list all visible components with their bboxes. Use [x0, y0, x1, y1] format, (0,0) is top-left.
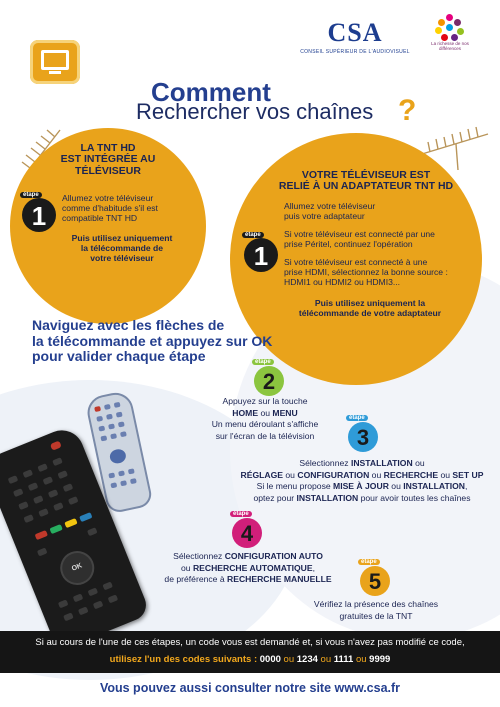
text-line: Si votre téléviseur est connecté par une	[284, 229, 435, 239]
text-line: Allumez votre téléviseur	[62, 193, 154, 203]
right-circle-instruction	[280, 298, 460, 318]
step-number: 2	[262, 369, 276, 394]
step-5-text	[296, 599, 456, 622]
or-word: ou	[283, 654, 295, 665]
step-number: 3	[356, 425, 370, 450]
text-line: puis votre adaptateur	[284, 211, 365, 222]
or-word: ou	[320, 654, 332, 665]
right-circle-heading	[266, 170, 466, 193]
right-circle-text-a	[284, 201, 478, 221]
page-title-line1: Comment	[151, 77, 271, 107]
text-line: Si le menu propose MISE À JOUR ou INSTALLATION,	[256, 481, 468, 492]
step-4-text	[163, 551, 333, 586]
step-5-badge	[360, 559, 390, 596]
tv-icon	[30, 40, 80, 84]
step-number: 5	[368, 569, 382, 594]
heading-line: EST INTÉGRÉE AU	[60, 153, 156, 166]
text-line: ou RECHERCHE AUTOMATIQUE,	[180, 562, 316, 573]
text-line: HOME ou MENU	[232, 407, 298, 418]
heading-line: TÉLÉVISEUR	[75, 164, 141, 177]
text-line: Si votre téléviseur est connecté à une	[284, 257, 428, 267]
heading-line: RELIÉ À UN ADAPTATEUR TNT HD	[278, 180, 454, 193]
text-line: gratuites de la TNT	[339, 610, 413, 621]
codes-lead: utilisez l'un des codes suivants :	[109, 654, 258, 665]
right-circle-text-b	[284, 229, 478, 249]
text-line: Puis utilisez uniquement	[71, 233, 173, 243]
text-line: comme d'habitude s'il est	[62, 203, 158, 214]
step-number: 1	[31, 201, 47, 231]
or-word: ou	[355, 654, 367, 665]
right-circle-text-c	[284, 257, 480, 287]
csa-logo	[300, 18, 410, 58]
left-circle-text	[62, 193, 182, 223]
codes-notice: Si au cours de l'une de ces étapes, un code vous est demandé et, si vous n'avez pas modifié ce code,	[35, 637, 465, 648]
step-3-text	[236, 458, 488, 504]
text-line: HDMI1 ou HDMI2 ou HDMI3...	[284, 277, 401, 288]
page-title-line2: Rechercher vos chaînes	[136, 99, 374, 124]
text-line: votre téléviseur	[90, 253, 154, 264]
diversity-dots-icon	[435, 14, 465, 42]
text-line: Naviguez avec les flèches de	[32, 317, 225, 333]
text-line: prise HDMI, sélectionnez la bonne source :	[284, 267, 448, 278]
text-line: prise Péritel, continuez l'opération	[284, 239, 413, 250]
csa-logo-text: CSA	[327, 18, 383, 47]
text-line: Puis utilisez uniquement la	[314, 298, 426, 308]
text-line: compatible TNT HD	[62, 213, 138, 224]
text-line: Vérifiez la présence des chaînes	[313, 599, 439, 609]
text-line: pour valider chaque étape	[32, 348, 206, 365]
step-number: 1	[253, 241, 269, 271]
text-line: optez pour INSTALLATION pour avoir toutes les chaînes	[253, 492, 471, 503]
text-line: de préférence à RECHERCHE MANUELLE	[164, 574, 332, 585]
ok-button-icon: OK	[55, 546, 99, 590]
heading-line: VOTRE TÉLÉVISEUR EST	[301, 169, 431, 181]
website-link[interactable]: Vous pouvez aussi consulter notre site www.csa.fr	[99, 681, 401, 695]
code-value: 1234	[296, 654, 318, 665]
text-line: Un menu déroulant s'affiche	[211, 419, 319, 430]
step-tag: étape	[358, 559, 380, 565]
diversity-logo	[420, 14, 480, 58]
page-title-question-mark: ?	[398, 94, 417, 127]
csa-subtitle: CONSEIL SUPÉRIEUR DE L'AUDIOVISUEL	[300, 49, 410, 55]
step-tag: étape	[252, 359, 274, 365]
diversity-caption: La richesse de nos différences	[431, 41, 469, 51]
step-3-badge	[348, 415, 378, 452]
step-2-text	[190, 396, 340, 442]
text-line: Appuyez sur la touche	[222, 396, 308, 406]
text-line: Allumez votre téléviseur	[284, 201, 376, 211]
code-value: 0000	[259, 654, 281, 665]
code-value: 9999	[369, 654, 391, 665]
text-line: RÉGLAGE ou CONFIGURATION ou RECHERCHE ou SET UP	[240, 469, 484, 480]
step-1-badge-left	[22, 192, 56, 232]
left-circle-heading	[45, 143, 171, 177]
text-line: télécommande de votre adaptateur	[298, 308, 442, 319]
text-line: la télécommande et appuyez sur OK	[32, 332, 273, 349]
code-value: 1111	[333, 654, 354, 665]
codes-list	[0, 654, 500, 665]
text-line: Sélectionnez CONFIGURATION AUTO	[173, 551, 323, 561]
heading-line: LA TNT HD	[80, 142, 136, 154]
step-2-badge	[254, 359, 284, 396]
text-line: Sélectionnez INSTALLATION ou	[299, 458, 425, 468]
step-number: 4	[240, 521, 254, 546]
text-line: la télécommande de	[80, 243, 164, 254]
text-line: sur l'écran de la télévision	[215, 430, 315, 441]
left-circle-instruction	[52, 233, 192, 263]
step-tag: étape	[242, 232, 264, 238]
step-tag: étape	[346, 415, 368, 421]
step-tag: étape	[20, 192, 42, 198]
navigation-instructions	[32, 318, 302, 365]
step-1-badge-right	[244, 232, 278, 272]
step-4-badge	[232, 511, 262, 548]
step-tag: étape	[230, 511, 252, 517]
